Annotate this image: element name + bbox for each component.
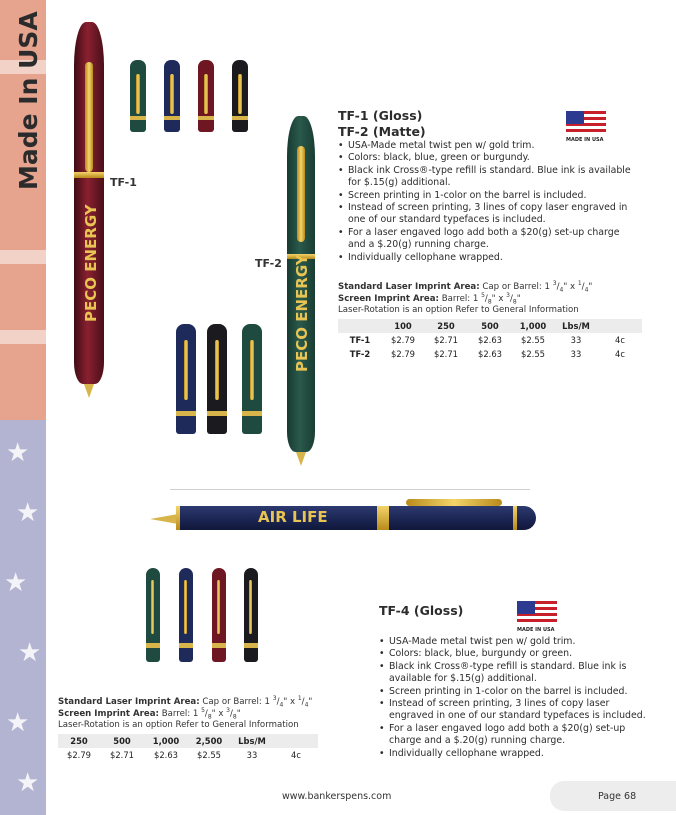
banner-stripe xyxy=(0,250,46,264)
column-header: 250 xyxy=(58,734,100,748)
pen-logo: PECO ENERGY xyxy=(293,254,311,372)
table-cell: $2.71 xyxy=(434,335,458,345)
column-header: Lbs/M xyxy=(554,319,598,333)
list-item: • Screen printing in 1-color on the barrel is included. xyxy=(379,686,649,698)
pen-band xyxy=(513,506,517,530)
table-cell: $2.71 xyxy=(434,349,458,359)
list-item: • USA-Made metal twist pen w/ gold trim. xyxy=(338,140,633,152)
tf4-feature-list xyxy=(379,636,649,760)
table-cell: $2.55 xyxy=(197,750,221,760)
table-cell: $2.79 xyxy=(391,349,415,359)
laser-imprint-line: Standard Laser Imprint Area: Cap or Barrel: 1 $^3/_4$" x $^1/_4$" xyxy=(338,280,593,294)
pen-tf2-large xyxy=(287,116,315,452)
list-item: • Instead of screen printing, 3 lines of copy laser engraved in one of our standard typefaces is included. xyxy=(338,202,633,227)
list-item: • For a laser engaved logo add both a $20(g) set-up charge and a $.20(g) running charge. xyxy=(338,227,633,252)
tf12-price-table xyxy=(338,319,642,361)
table-header-row xyxy=(338,319,642,333)
list-item: • Individually cellophane wrapped. xyxy=(338,252,633,264)
pen-mini-blue xyxy=(164,60,180,132)
column-header: 250 xyxy=(424,319,468,333)
pen-band xyxy=(176,506,180,530)
rotation-note: Laser-Rotation is an option Refer to General Information xyxy=(338,305,579,316)
laser-imprint-line: Standard Laser Imprint Area: Cap or Barrel: 1 $^3/_4$" x $^1/_4$" xyxy=(58,695,313,709)
list-item: • For a laser engaved logo add both a $20(g) set-up charge and a $.20(g) running charge. xyxy=(379,723,649,748)
pen-band xyxy=(74,172,104,178)
table-cell: 33 xyxy=(570,349,582,359)
column-header: 1,000 xyxy=(512,319,554,333)
banner-stripe xyxy=(0,330,46,344)
star-icon: ★ xyxy=(18,638,42,668)
made-in-usa-badge: MADE IN USA xyxy=(566,137,604,143)
pen-mini-black xyxy=(244,568,258,662)
pen-tf1-large xyxy=(74,22,104,384)
table-cell: $2.55 xyxy=(521,349,545,359)
list-item: • Colors: black, blue, burgundy or green. xyxy=(379,648,649,660)
tf12-title xyxy=(338,108,426,140)
column-header: 2,500 xyxy=(188,734,230,748)
column-header: 1,000 xyxy=(144,734,188,748)
table-cell: TF-1 xyxy=(349,335,371,345)
star-icon: ★ xyxy=(4,568,28,598)
pen-mini-green xyxy=(130,60,146,132)
pen-mini-green xyxy=(146,568,160,662)
tf4-price-table xyxy=(58,734,318,762)
list-item: • Colors: black, blue, green or burgundy. xyxy=(338,152,633,164)
rotation-note: Laser-Rotation is an option Refer to General Information xyxy=(58,720,299,731)
table-header-row xyxy=(58,734,318,748)
list-item: • Instead of screen printing, 3 lines of copy laser engraved in one of our standard typefaces is included. xyxy=(379,698,649,723)
table-cell: 33 xyxy=(246,750,258,760)
tf12-title-line2: TF-2 (Matte) xyxy=(338,124,426,139)
list-item: • Individually cellophane wrapped. xyxy=(379,748,649,760)
pen-label-tf2: TF-2 xyxy=(255,257,282,270)
page-number: Page 68 xyxy=(598,791,637,802)
pen-mini-blue xyxy=(179,568,193,662)
banner-bottom-block xyxy=(0,420,46,815)
star-icon: ★ xyxy=(6,708,30,738)
tf4-title: TF-4 (Gloss) xyxy=(379,603,464,618)
table-cell: $2.63 xyxy=(478,335,502,345)
table-row xyxy=(58,748,318,762)
table-cell: $2.79 xyxy=(67,750,91,760)
screen-imprint-line: Screen Imprint Area: Barrel: 1 $^5/_8$" x $^3/_8$" xyxy=(338,291,521,306)
column-header: Lbs/M xyxy=(230,734,274,748)
list-item: • Screen printing in 1-color on the barrel is included. xyxy=(338,190,633,202)
star-icon: ★ xyxy=(16,498,40,528)
table-cell: 33 xyxy=(570,335,582,345)
tf12-imprint-info xyxy=(338,282,638,317)
pen-band xyxy=(377,506,389,530)
pen-mini-green xyxy=(242,324,262,434)
star-icon: ★ xyxy=(16,768,40,798)
table-cell: 4c xyxy=(615,335,625,345)
pen-label-tf1: TF-1 xyxy=(110,176,137,189)
pen-tf4-large xyxy=(176,506,536,530)
table-cell: $2.63 xyxy=(154,750,178,760)
made-in-usa-badge: MADE IN USA xyxy=(517,627,555,633)
star-icon: ★ xyxy=(6,438,30,468)
pen-clip xyxy=(297,146,305,242)
table-row xyxy=(338,347,642,361)
pen-mini-burgundy xyxy=(198,60,214,132)
tf12-title-line1: TF-1 (Gloss) xyxy=(338,108,423,123)
pen-mini-burgundy xyxy=(212,568,226,662)
pen-tip xyxy=(296,452,306,466)
table-cell: $2.71 xyxy=(110,750,134,760)
pen-tip xyxy=(84,384,94,398)
table-cell: $2.79 xyxy=(391,335,415,345)
pen-logo: AIR LIFE xyxy=(258,508,328,526)
column-header xyxy=(274,734,318,748)
list-item: • Black ink Cross®-type refill is standard. Blue ink is available for $.15(g) additional. xyxy=(379,661,649,686)
usa-flag-icon xyxy=(517,601,557,625)
pen-tip xyxy=(150,514,178,524)
list-item: • Black ink Cross®-type refill is standard. Blue ink is available for $.15(g) additional. xyxy=(338,165,633,190)
pen-logo: PECO ENERGY xyxy=(82,204,100,322)
pen-mini-black xyxy=(207,324,227,434)
pen-mini-black xyxy=(232,60,248,132)
screen-imprint-line: Screen Imprint Area: Barrel: 1 $^5/_8$" x $^3/_8$" xyxy=(58,706,241,721)
table-row xyxy=(338,333,642,347)
table-cell: 4c xyxy=(291,750,301,760)
footer-website-link[interactable]: www.bankerspens.com xyxy=(282,791,392,802)
column-header xyxy=(338,319,382,333)
table-cell: $2.55 xyxy=(521,335,545,345)
column-header xyxy=(598,319,642,333)
tf4-imprint-info xyxy=(58,697,358,732)
tf12-feature-list xyxy=(338,140,633,264)
table-cell: $2.63 xyxy=(478,349,502,359)
pen-clip xyxy=(85,62,93,172)
made-in-usa-banner-text: Made In USA xyxy=(14,11,43,190)
section-divider xyxy=(170,489,530,490)
table-cell: TF-2 xyxy=(349,349,371,359)
pen-clip xyxy=(406,499,502,506)
list-item: • USA-Made metal twist pen w/ gold trim. xyxy=(379,636,649,648)
usa-flag-icon xyxy=(566,111,606,135)
table-cell: 4c xyxy=(615,349,625,359)
column-header: 500 xyxy=(468,319,512,333)
pen-mini-blue xyxy=(176,324,196,434)
column-header: 500 xyxy=(100,734,144,748)
column-header: 100 xyxy=(382,319,424,333)
